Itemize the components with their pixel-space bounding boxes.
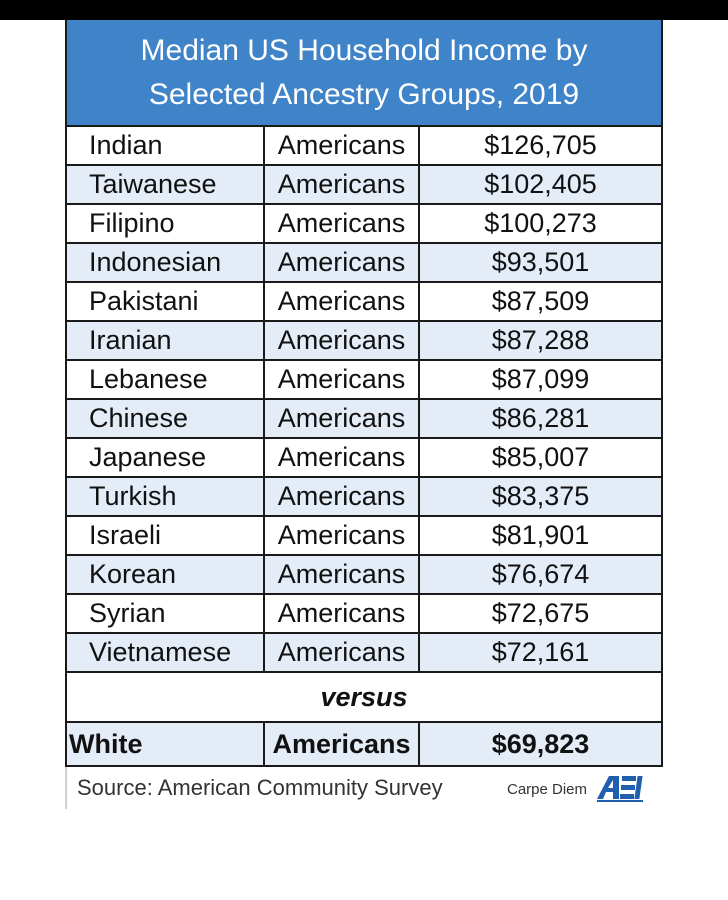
income-cell: $87,509 xyxy=(419,282,662,321)
income-cell: $81,901 xyxy=(419,516,662,555)
title-line-1: Median US Household Income by xyxy=(140,33,588,67)
ancestry-cell: Israeli xyxy=(66,516,264,555)
table-row xyxy=(66,282,662,321)
ancestry-cell: Pakistani xyxy=(66,282,264,321)
income-cell: $72,675 xyxy=(419,594,662,633)
americans-cell: Americans xyxy=(264,126,419,165)
americans-cell: Americans xyxy=(264,243,419,282)
ancestry-cell: Indonesian xyxy=(66,243,264,282)
comparison-row xyxy=(66,722,662,766)
income-cell: $72,161 xyxy=(419,633,662,672)
income-cell: $102,405 xyxy=(419,165,662,204)
table-row xyxy=(66,555,662,594)
table-row xyxy=(66,126,662,165)
carpe-diem-brand: Carpe Diem xyxy=(507,781,588,798)
income-cell: $126,705 xyxy=(419,126,662,165)
income-cell: $83,375 xyxy=(419,477,662,516)
table-row xyxy=(66,438,662,477)
americans-cell: Americans xyxy=(264,722,419,766)
ancestry-cell: Korean xyxy=(66,555,264,594)
americans-cell: Americans xyxy=(264,204,419,243)
table-row xyxy=(66,633,662,672)
americans-cell: Americans xyxy=(264,321,419,360)
versus-label: versus xyxy=(66,672,662,722)
income-cell: $76,674 xyxy=(419,555,662,594)
americans-cell: Americans xyxy=(264,399,419,438)
americans-cell: Americans xyxy=(264,516,419,555)
income-cell: $85,007 xyxy=(419,438,662,477)
table-row xyxy=(66,360,662,399)
income-table-card xyxy=(65,20,663,809)
table-row xyxy=(66,243,662,282)
americans-cell: Americans xyxy=(264,282,419,321)
americans-cell: Americans xyxy=(264,555,419,594)
americans-cell: Americans xyxy=(264,360,419,399)
ancestry-cell: Japanese xyxy=(66,438,264,477)
table-row xyxy=(66,399,662,438)
versus-row xyxy=(66,672,662,722)
income-cell: $69,823 xyxy=(419,722,662,766)
aei-logo-icon xyxy=(595,773,645,803)
ancestry-cell: Chinese xyxy=(66,399,264,438)
title-line-2: Selected Ancestry Groups, 2019 xyxy=(148,77,580,111)
source-note: Source: American Community Survey xyxy=(77,775,443,800)
americans-cell: Americans xyxy=(264,633,419,672)
ancestry-cell: White xyxy=(66,722,264,766)
table-row xyxy=(66,594,662,633)
income-cell: $87,288 xyxy=(419,321,662,360)
table-row xyxy=(66,516,662,555)
table-row xyxy=(66,204,662,243)
top-black-bar xyxy=(0,0,728,20)
ancestry-cell: Vietnamese xyxy=(66,633,264,672)
ancestry-cell: Taiwanese xyxy=(66,165,264,204)
income-cell: $86,281 xyxy=(419,399,662,438)
income-cell: $87,099 xyxy=(419,360,662,399)
ancestry-cell: Turkish xyxy=(66,477,264,516)
americans-cell: Americans xyxy=(264,594,419,633)
americans-cell: Americans xyxy=(264,165,419,204)
ancestry-cell: Filipino xyxy=(66,204,264,243)
income-cell: $93,501 xyxy=(419,243,662,282)
ancestry-cell: Syrian xyxy=(66,594,264,633)
ancestry-cell: Iranian xyxy=(66,321,264,360)
americans-cell: Americans xyxy=(264,438,419,477)
income-table xyxy=(65,125,663,767)
americans-cell: Americans xyxy=(264,477,419,516)
income-cell: $100,273 xyxy=(419,204,662,243)
table-row xyxy=(66,165,662,204)
table-row xyxy=(66,477,662,516)
table-title xyxy=(65,20,663,125)
ancestry-cell: Indian xyxy=(66,126,264,165)
table-footer xyxy=(65,767,663,809)
ancestry-cell: Lebanese xyxy=(66,360,264,399)
table-row xyxy=(66,321,662,360)
